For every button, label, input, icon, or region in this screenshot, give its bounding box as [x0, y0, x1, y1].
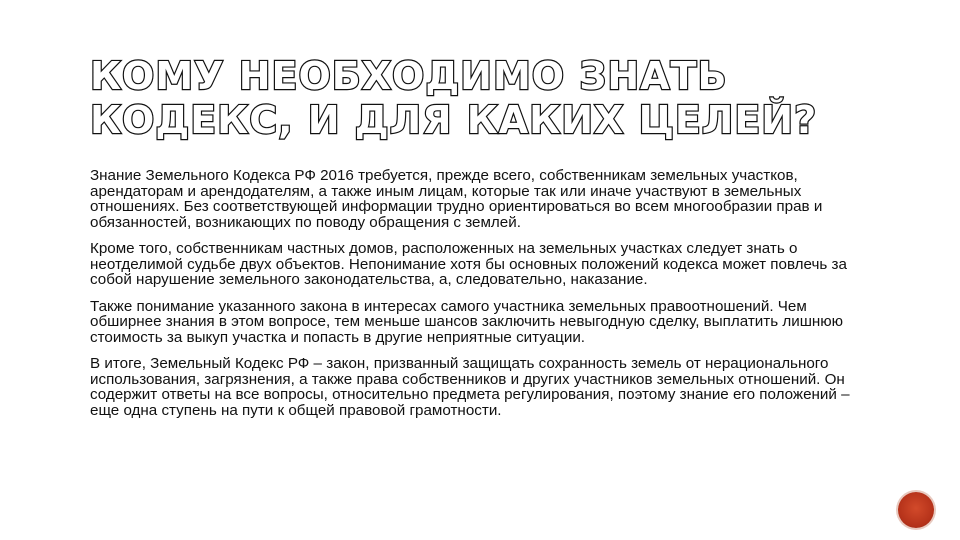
- slide-body: [90, 168, 880, 429]
- paragraph-3: Также понимание указанного закона в интересах самого участника земельных правоотношений. Чем обширнее знания в этом вопросе, тем меньше шансов заключить невыгодную сделку, выплатить лишнюю стоимость за выкуп участка и попасть в другие неприятные ситуации.: [90, 297, 844, 346]
- paragraph-2: Кроме того, собственникам частных домов, расположенных на земельных участках следует знать о неотделимой судьбе двух объектов. Непонимание хотя бы основных положений кодекса может повлечь за собой нарушение земельного законодательства, а, следовательно, наказание.: [90, 240, 847, 288]
- paragraph-1: Знание Земельного Кодекса РФ 2016 требуется, прежде всего, собственникам земельных участков, арендаторам и арендодателям, а также иным лицам, которые так или иначе участвуют в земельных отношениях. Без соответствующей информации трудно ориентироваться во всем многообразии прав и обязанностей, возникающих по поводу обращения с землей.: [90, 167, 823, 231]
- paragraph-4: В итоге, Земельный Кодекс РФ – закон, призванный защищать сохранность земель от нерационального использования, загрязнения, а также права собственников и других участников земельных отношений. Он содержит ответы на все вопросы, относительно предмета регулирования, поэтому знание его положений – еще одна ступень на пути к общей правовой грамотности.: [90, 355, 850, 419]
- slide-title: КОМУ НЕОБХОДИМО ЗНАТЬ КОДЕКС, И ДЛЯ КАКИХ ЦЕЛЕЙ?: [90, 54, 818, 142]
- page-number-badge: [898, 492, 934, 528]
